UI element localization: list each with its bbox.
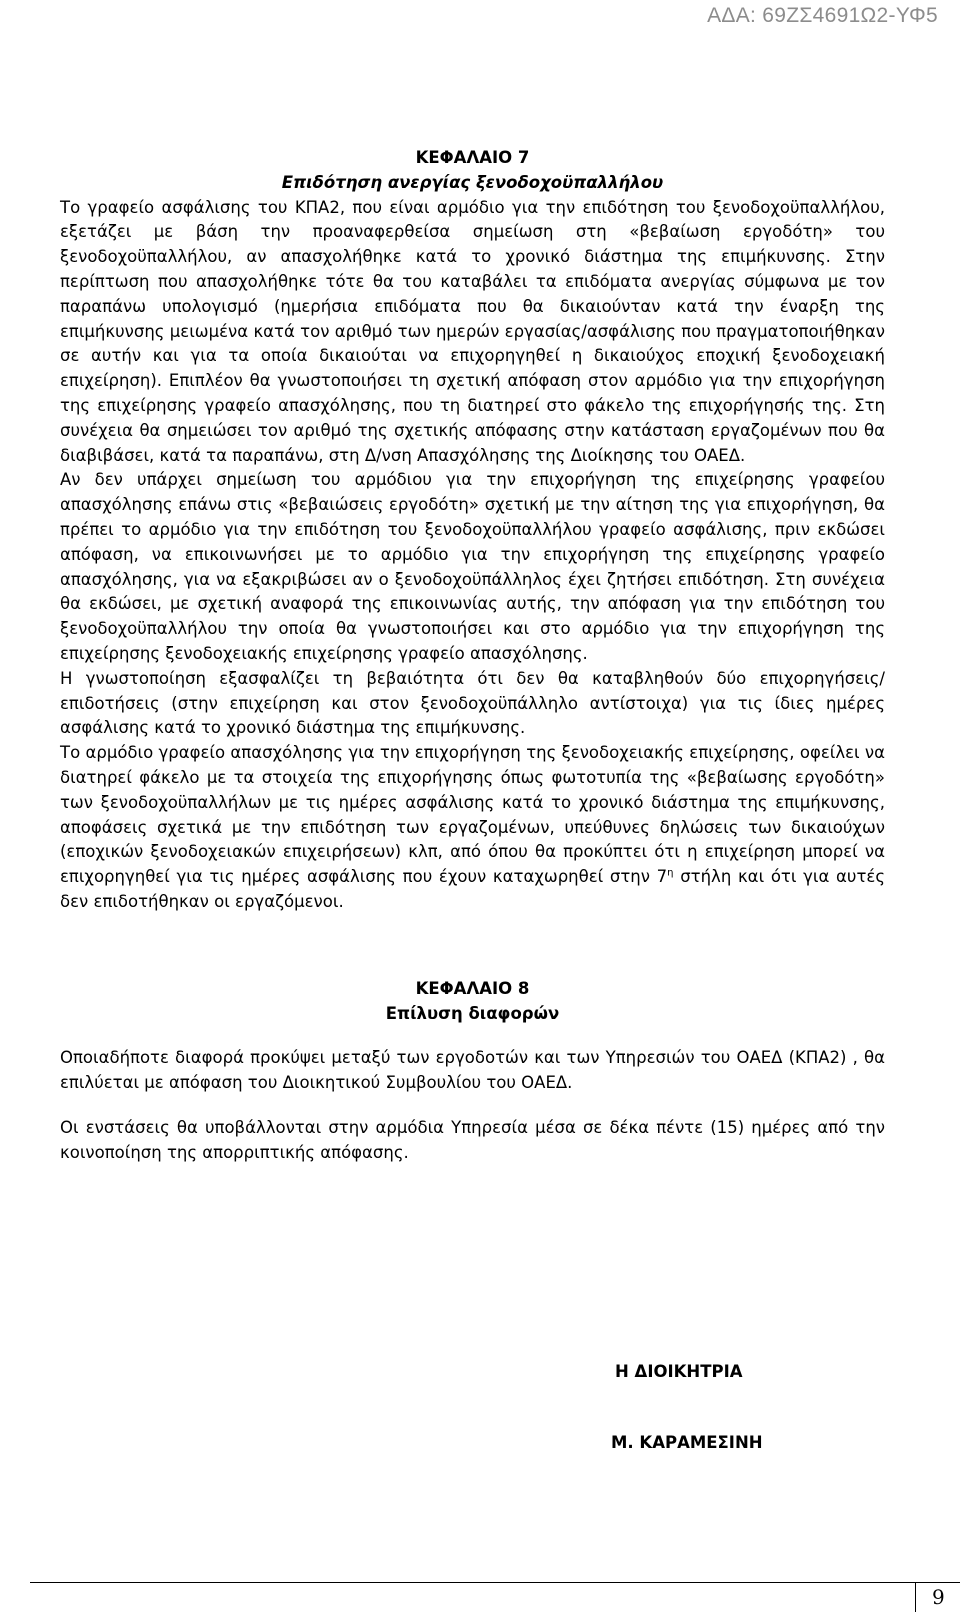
footer-vertical-divider <box>915 1582 916 1612</box>
signature-role: Η ΔΙΟΙΚΗΤΡΙΑ <box>615 1362 743 1381</box>
chapter-7-paragraph-1: Το γραφείο ασφάλισης του ΚΠΑ2, που είναι αρμόδιο για την επιδότηση του ξενοδοχοϋπαλλήλου, εξετάζει με βάση την προαναφερθείσα σημείωση στη «βεβαίωση εργοδότη» του ξενοδοχοϋπαλλήλου, αν απασχολήθηκε κατά το χρονικό διάστημα της επιμήκυνσης. Στην περίπτωση που απασχολήθηκε τότε θα του καταβάλει τα επιδόματα ανεργίας σύμφωνα με τον παραπάνω υπολογισμό (ημερήσια επιδόματα που θα δικαιούνταν κατά την έναρξη της επιμήκυνσης μειωμένα κατά τον αριθμό των ημερών εργασίας/ασφάλισης που πραγματοποιήθηκαν σε αυτήν και για τα οποία δικαιούται να επιχορηγηθεί η δικαιούχος εποχική ξενοδοχειακή επιχείρηση). Επιπλέον θα γνωστοποιήσει τη σχετική απόφαση στον αρμόδιο για την επιχορήγηση της επιχείρησης γραφείο απασχόλησης, που τη διατηρεί στο φάκελο της επιχορήγησής της. Στη συνέχεια θα σημειώσει τον αριθμό της σχετικής απόφασης στην κατάσταση εργαζομένων που θα διαβιβάσει, κατά τα παραπάνω, στη Δ/νση Απασχόλησης της Διοίκησης του ΟΑΕΔ. <box>60 197 885 465</box>
document-body <box>60 146 885 1165</box>
chapter-7-paragraph-4-end: στήλη και ότι για αυτές δεν επιδοτήθηκαν οι εργαζόμενοι. <box>60 867 886 911</box>
chapter-8-title: ΚΕΦΑΛΑΙΟ 8 <box>415 978 530 998</box>
footer-divider <box>30 1582 960 1583</box>
superscript-eta: η <box>667 867 674 879</box>
chapter-7-paragraph-3: Η γνωστοποίηση εξασφαλίζει τη βεβαιότητα ότι δεν θα καταβληθούν δύο επιχορηγήσεις/επιδοτήσεις (στην επιχείρηση και στον ξενοδοχοϋπάλληλο αντίστοιχα) για τις ίδιες ημέρες ασφάλισης κατά το χρονικό διάστημα της επιμήκυνσης. <box>60 668 885 738</box>
chapter-7-paragraph-2: Αν δεν υπάρχει σημείωση του αρμόδιου για την επιχορήγηση της επιχείρησης γραφείου απασχόλησης επάνω στις «βεβαιώσεις εργοδότη» σχετική με την αίτηση της για επιχορήγηση, θα πρέπει το αρμόδιο για την επιδότηση του ξενοδοχοϋπαλλήλου γραφείο ασφάλισης, πριν εκδώσει απόφαση, να επικοινωνήσει με το αρμόδιο για την επιχορήγηση της επιχείρησης γραφείο απασχόλησης, για να εξακριβώσει αν ο ξενοδοχοϋπάλληλος έχει ζητήσει επιδότηση. Στη συνέχεια θα εκδώσει, με σχετική αναφορά της επικοινωνίας αυτής, την απόφαση για την επιδότηση του ξενοδοχοϋπαλλήλου την οποία θα γνωστοποιήσει και στο αρμόδιο για την επιχορήγηση της επιχείρησης ξενοδοχειακής επιχείρησης γραφείο απασχόλησης. <box>60 470 885 663</box>
chapter-8-paragraph-2: Οι ενστάσεις θα υποβάλλονται στην αρμόδια Υπηρεσία μέσα σε δέκα πέντε (15) ημέρες από την κοινοποίηση της απορριπτικής απόφασης. <box>60 1117 885 1162</box>
chapter-7-subtitle: Επιδότηση ανεργίας ξενοδοχοϋπαλλήλου <box>281 172 664 192</box>
chapter-8-paragraph-1: Οποιαδήποτε διαφορά προκύψει μεταξύ των εργοδοτών και των Υπηρεσιών του ΟΑΕΔ (ΚΠΑ2) , θα επιλύεται με απόφαση του Διοικητικού Συμβουλίου του ΟΑΕΔ. <box>60 1048 885 1093</box>
page-number: 9 <box>932 1585 945 1609</box>
chapter-7-title: ΚΕΦΑΛΑΙΟ 7 <box>415 148 530 167</box>
chapter-7-paragraph-4 <box>60 741 885 915</box>
chapter-8-subtitle: Επίλυση διαφορών <box>385 1003 560 1023</box>
signature-name: Μ. ΚΑΡΑΜΕΣΙΝΗ <box>611 1433 763 1452</box>
ada-code: ΑΔΑ: 69ΖΣ4691Ω2-ΥΦ5 <box>707 4 938 27</box>
chapter-7-paragraph-4-text: Το αρμόδιο γραφείο απασχόλησης για την επιχορήγηση της ξενοδοχειακής επιχείρησης, οφείλει να διατηρεί φάκελο με τα στοιχεία της επιχορήγησης όπως φωτοτυπία της «βεβαίωσης εργοδότη» των ξενοδοχοϋπαλλήλων με τις ημέρες ασφάλισης κατά το χρονικό διάστημα της επιμήκυνσης, αποφάσεις σχετικά με την επιδότηση των εργαζομένων, υπεύθυνες δηλώσεις των δικαιούχων (εποχικών ξενοδοχειακών επιχειρήσεων) κλπ, από όπου θα προκύπτει ότι η επιχείρηση μπορεί να επιχορηγηθεί για τις ημέρες ασφάλισης που έχουν καταχωρηθεί στην 7 <box>60 743 885 887</box>
